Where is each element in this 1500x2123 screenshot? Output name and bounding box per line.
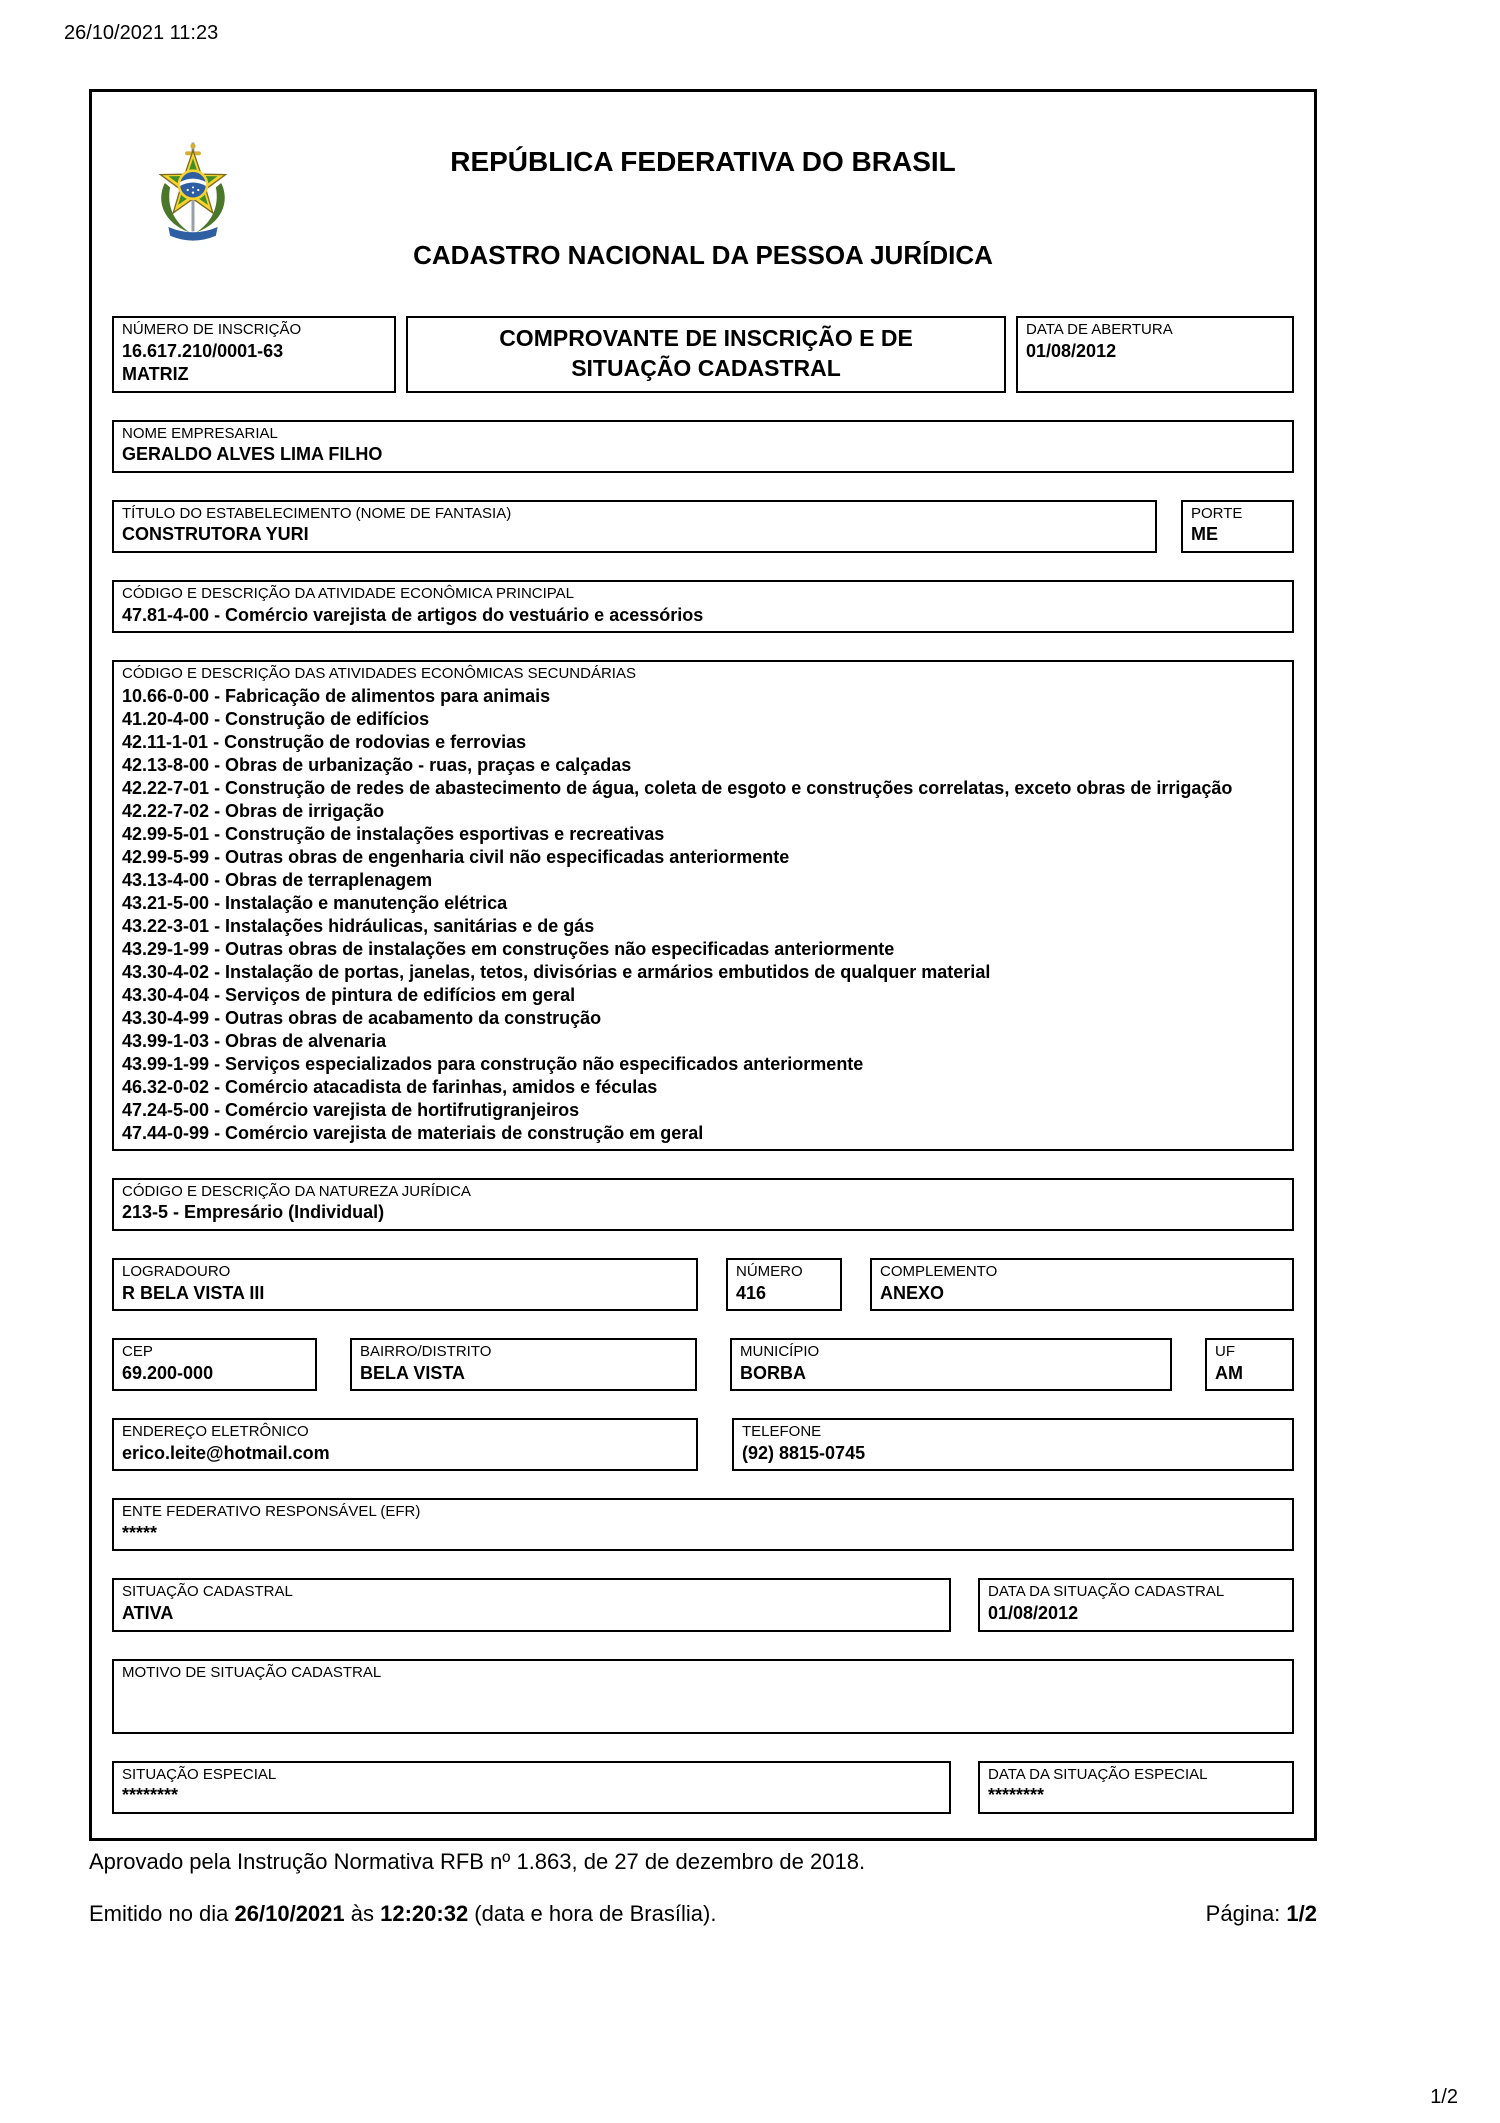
secondary-activity-item: 10.66-0-00 - Fabricação de alimentos para animais	[122, 685, 551, 706]
document-title-box	[406, 316, 1006, 393]
field-nome-fantasia	[112, 500, 1157, 553]
field-nome-empresarial	[112, 420, 1294, 473]
row-endereco-1	[112, 1258, 1294, 1311]
print-timestamp: 26/10/2021 11:23	[64, 22, 219, 44]
field-label: SITUAÇÃO CADASTRAL	[122, 1583, 293, 1601]
emission-prefix: Emitido no dia	[89, 1901, 235, 1926]
page-label: Página:	[1205, 1901, 1287, 1926]
row-natureza-juridica	[112, 1178, 1294, 1231]
field-data-abertura	[1016, 316, 1294, 393]
field-value: 213-5 - Empresário (Individual)	[122, 1202, 385, 1223]
field-label: DATA DA SITUAÇÃO CADASTRAL	[988, 1583, 1225, 1601]
field-label: LOGRADOURO	[122, 1262, 231, 1280]
browser-print-page-indicator: 1/2	[1430, 2086, 1458, 2108]
field-value: BELA VISTA	[360, 1362, 466, 1383]
field-atividade-principal	[112, 580, 1294, 633]
brazil-coat-of-arms-icon	[149, 138, 237, 250]
row-nome-empresarial	[112, 420, 1294, 473]
field-label: NÚMERO	[736, 1262, 803, 1280]
field-label: CÓDIGO E DESCRIÇÃO DA NATUREZA JURÍDICA	[122, 1182, 471, 1200]
field-value: ANEXO	[880, 1282, 945, 1303]
field-value: ME	[1191, 524, 1218, 545]
field-value: 01/08/2012	[988, 1603, 1079, 1624]
row-motivo-situacao	[112, 1659, 1294, 1734]
field-label: NÚMERO DE INSCRIÇÃO	[122, 321, 302, 338]
secondary-activity-item: 42.22-7-02 - Obras de irrigação	[122, 800, 385, 821]
field-value: BORBA	[740, 1362, 806, 1383]
field-label: DATA DE ABERTURA	[1026, 321, 1173, 338]
field-value: 47.81-4-00 - Comércio varejista de artigos do vestuário e acessórios	[122, 604, 704, 625]
document-header	[112, 110, 1294, 271]
row-fantasia-porte	[112, 500, 1294, 553]
field-value: ********	[988, 1785, 1045, 1806]
secondary-activity-item: 42.11-1-01 - Construção de rodovias e ferrovias	[122, 731, 527, 752]
field-email	[112, 1418, 698, 1471]
field-value: ********	[122, 1785, 179, 1806]
field-natureza-juridica	[112, 1178, 1294, 1231]
field-label: CÓDIGO E DESCRIÇÃO DAS ATIVIDADES ECONÔMICAS SECUNDÁRIAS	[122, 664, 636, 682]
field-label: TELEFONE	[742, 1423, 822, 1441]
emission-note	[89, 1901, 716, 1927]
row-atividade-principal	[112, 580, 1294, 633]
row-inscricao	[112, 316, 1294, 393]
row-efr	[112, 1498, 1294, 1551]
secondary-activity-item: 43.30-4-99 - Outras obras de acabamento da construção	[122, 1007, 602, 1028]
field-situacao-especial	[112, 1761, 951, 1814]
approval-note: Aprovado pela Instrução Normativa RFB nº 1.863, de 27 de dezembro de 2018.	[89, 1849, 866, 1874]
row-situacao-cadastral	[112, 1578, 1294, 1631]
cnpj-certificate	[89, 89, 1317, 1841]
field-label: TÍTULO DO ESTABELECIMENTO (NOME DE FANTASIA)	[122, 504, 512, 522]
field-logradouro	[112, 1258, 698, 1311]
secondary-activity-item: 43.29-1-99 - Outras obras de instalações em construções não especificadas anteriormente	[122, 938, 895, 959]
field-label: PORTE	[1191, 504, 1243, 522]
field-uf	[1205, 1338, 1294, 1391]
emission-suffix: (data e hora de Brasília).	[468, 1901, 717, 1926]
field-numero-inscricao	[112, 316, 396, 393]
field-value: GERALDO ALVES LIMA FILHO	[122, 444, 383, 465]
secondary-activity-item: 42.22-7-01 - Construção de redes de abastecimento de água, coleta de esgoto e construções correlatas, exceto obras de irrigação	[122, 777, 1233, 798]
field-label: MUNICÍPIO	[740, 1342, 820, 1360]
emission-date: 26/10/2021	[234, 1901, 345, 1926]
secondary-activity-item: 43.21-5-00 - Instalação e manutenção elétrica	[122, 892, 508, 913]
field-value: 01/08/2012	[1026, 340, 1117, 361]
field-label: NOME EMPRESARIAL	[122, 424, 278, 442]
field-label: UF	[1215, 1342, 1235, 1360]
page-number: 1/2	[1286, 1901, 1317, 1926]
field-telefone	[732, 1418, 1294, 1471]
secondary-activity-item: 42.99-5-99 - Outras obras de engenharia civil não especificadas anteriormente	[122, 846, 790, 867]
field-label: DATA DA SITUAÇÃO ESPECIAL	[988, 1765, 1208, 1783]
field-value: ATIVA	[122, 1603, 174, 1624]
field-label: CÓDIGO E DESCRIÇÃO DA ATIVIDADE ECONÔMICA PRINCIPAL	[122, 584, 575, 602]
emission-time: 12:20:32	[380, 1901, 469, 1926]
field-numero	[726, 1258, 842, 1311]
registry-title: CADASTRO NACIONAL DA PESSOA JURÍDICA	[413, 240, 993, 270]
field-complemento	[870, 1258, 1294, 1311]
field-label: ENTE FEDERATIVO RESPONSÁVEL (EFR)	[122, 1503, 421, 1521]
field-value: *****	[122, 1523, 158, 1544]
field-value: 69.200-000	[122, 1362, 214, 1383]
field-label: SITUAÇÃO ESPECIAL	[122, 1765, 277, 1783]
secondary-activity-item: 43.13-4-00 - Obras de terraplenagem	[122, 869, 433, 890]
row-situacao-especial	[112, 1761, 1294, 1814]
field-value: R BELA VISTA III	[122, 1282, 265, 1303]
secondary-activity-item: 43.30-4-04 - Serviços de pintura de edifícios em geral	[122, 984, 576, 1005]
secondary-activity-item: 43.22-3-01 - Instalações hidráulicas, sanitárias e de gás	[122, 915, 595, 936]
secondary-activity-item: 47.44-0-99 - Comércio varejista de materiais de construção em geral	[122, 1122, 704, 1143]
emission-connector: às	[344, 1901, 381, 1926]
field-motivo-situacao	[112, 1659, 1294, 1734]
field-bairro	[350, 1338, 697, 1391]
field-efr	[112, 1498, 1294, 1551]
field-atividades-secundarias	[112, 660, 1294, 1151]
secondary-activities-list	[122, 685, 1284, 1145]
field-label: MOTIVO DE SITUAÇÃO CADASTRAL	[122, 1663, 382, 1681]
secondary-activity-item: 43.30-4-02 - Instalação de portas, janelas, tetos, divisórias e armários embutidos de qualquer material	[122, 961, 991, 982]
row-endereco-2	[112, 1338, 1294, 1391]
field-value: (92) 8815-0745	[742, 1442, 866, 1463]
page-counter	[1206, 1901, 1317, 1927]
secondary-activity-item: 42.13-8-00 - Obras de urbanização - ruas, praças e calçadas	[122, 754, 632, 775]
field-value: AM	[1215, 1362, 1243, 1383]
secondary-activity-item: 43.99-1-03 - Obras de alvenaria	[122, 1030, 387, 1051]
field-situacao-cadastral	[112, 1578, 951, 1631]
field-label: ENDEREÇO ELETRÔNICO	[122, 1423, 309, 1441]
field-cep	[112, 1338, 317, 1391]
emission-row	[89, 1901, 1317, 1927]
republic-title: REPÚBLICA FEDERATIVA DO BRASIL	[450, 146, 956, 177]
secondary-activity-item: 47.24-5-00 - Comércio varejista de hortifrutigranjeiros	[122, 1099, 580, 1120]
field-label: BAIRRO/DISTRITO	[360, 1342, 492, 1360]
field-value: CONSTRUTORA YURI	[122, 524, 309, 545]
field-value: 416	[736, 1282, 767, 1303]
field-data-situacao-especial	[978, 1761, 1294, 1814]
secondary-activity-item: 41.20-4-00 - Construção de edifícios	[122, 708, 430, 729]
field-label: CEP	[122, 1342, 153, 1360]
field-data-situacao-cadastral	[978, 1578, 1294, 1631]
field-porte	[1181, 500, 1294, 553]
field-label: COMPLEMENTO	[880, 1262, 998, 1280]
field-value-tipo: MATRIZ	[122, 364, 189, 385]
secondary-activity-item: 46.32-0-02 - Comércio atacadista de farinhas, amidos e féculas	[122, 1076, 658, 1097]
document-title: COMPROVANTE DE INSCRIÇÃO E DE SITUAÇÃO CADASTRAL	[499, 324, 913, 381]
field-municipio	[730, 1338, 1172, 1391]
secondary-activity-item: 42.99-5-01 - Construção de instalações esportivas e recreativas	[122, 823, 665, 844]
row-atividades-secundarias	[112, 660, 1294, 1151]
field-value: 16.617.210/0001-63	[122, 340, 284, 361]
field-value: erico.leite@hotmail.com	[122, 1442, 330, 1463]
secondary-activity-item: 43.99-1-99 - Serviços especializados para construção não especificados anteriormente	[122, 1053, 864, 1074]
row-contato	[112, 1418, 1294, 1471]
